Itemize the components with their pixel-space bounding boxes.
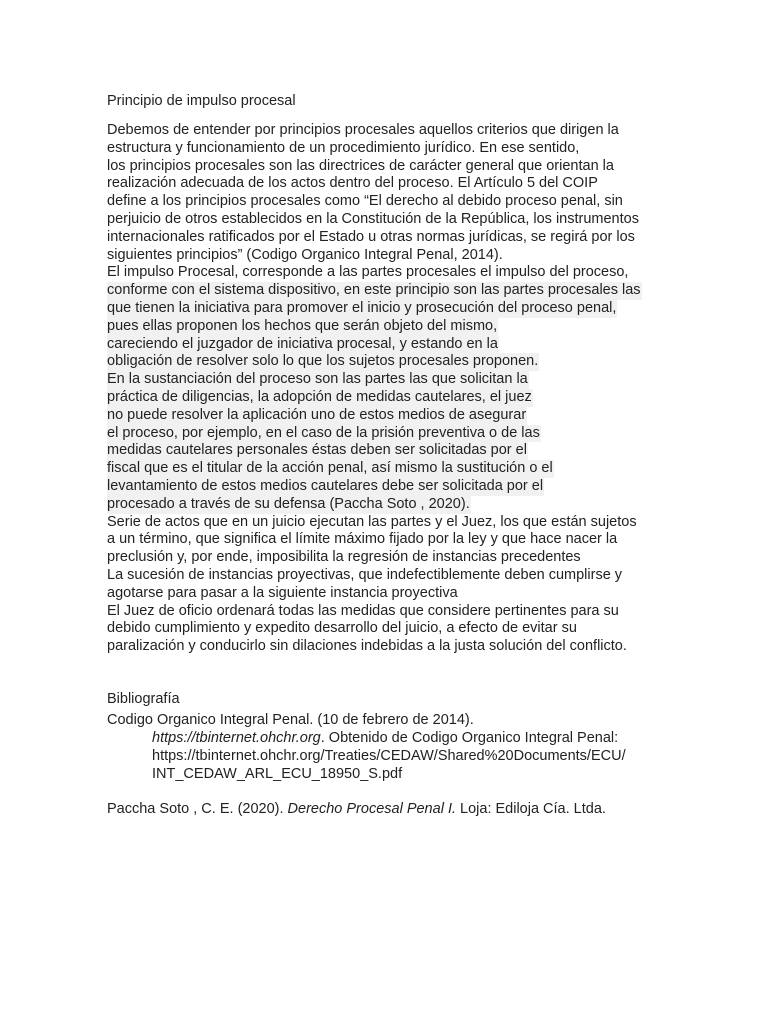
body-line-highlighted: obligación de resolver solo lo que los sujetos procesales proponen. <box>107 353 539 370</box>
body-line-highlighted: medidas cautelares personales éstas deben ser solicitadas por el <box>107 442 527 459</box>
body-line-highlighted: no puede resolver la aplicación uno de estos medios de asegurar <box>107 406 527 423</box>
body-line-highlighted: el proceso, por ejemplo, en el caso de la prisión preventiva o de las <box>107 424 540 441</box>
bibliography-heading: Bibliografía <box>107 691 180 707</box>
bibliography-entry <box>107 800 606 818</box>
body-line: preclusión y, por ende, imposibilita la regresión de instancias precedentes <box>107 549 581 566</box>
body-line: perjuicio de otros establecidos en la Constitución de la República, los instrumentos <box>107 210 639 227</box>
body-line: La sucesión de instancias proyectivas, que indefectiblemente deben cumplirse y <box>107 566 623 583</box>
section-title: Principio de impulso procesal <box>107 93 296 109</box>
bibliography-url-line[interactable]: INT_CEDAW_ARL_ECU_18950_S.pdf <box>152 766 403 782</box>
body-line-highlighted: levantamiento de estos medios cautelares debe ser solicitada por el <box>107 477 544 494</box>
bibliography-publisher: Loja: Ediloja Cía. Ltda. <box>456 801 606 817</box>
body-line: siguientes principios” (Codigo Organico Integral Penal, 2014). <box>107 246 503 263</box>
body-line-highlighted: fiscal que es el titular de la acción penal, así mismo la sustitución o el <box>107 460 553 477</box>
body-line: realización adecuada de los actos dentro del proceso. El Artículo 5 del COIP <box>107 175 598 192</box>
body-line: Debemos de entender por principios procesales aquellos criterios que dirigen la <box>107 122 619 138</box>
body-line: internacionales ratificados por el Estado u otras normas jurídicas, se regirá por los <box>107 228 635 245</box>
body-line: El Juez de oficio ordenará todas las medidas que considere pertinentes para su <box>107 602 619 619</box>
body-line-highlighted: careciendo el juzgador de iniciativa procesal, y estando en la <box>107 335 498 352</box>
body-line: define a los principios procesales como “El derecho al debido proceso penal, sin <box>107 193 623 210</box>
bibliography-entry <box>107 711 626 783</box>
body-line: agotarse para pasar a la siguiente instancia proyectiva <box>107 584 458 601</box>
bibliography-author: Paccha Soto , C. E. (2020). <box>107 801 288 817</box>
body-line: paralización y conducirlo sin dilaciones indebidas a la justa solución del conflicto. <box>107 638 627 655</box>
bibliography-url[interactable]: https://tbinternet.ohchr.org <box>152 730 321 746</box>
body-line-highlighted: práctica de diligencias, la adopción de medidas cautelares, el juez <box>107 388 532 405</box>
body-line: los principios procesales son las directrices de carácter general que orientan la <box>107 157 614 174</box>
body-line-highlighted: pues ellas proponen los hechos que serán objeto del mismo, <box>107 317 498 334</box>
body-line: El impulso Procesal, corresponde a las partes procesales el impulso del proceso, <box>107 264 629 281</box>
bibliography-book-title: Derecho Procesal Penal I. <box>287 801 456 817</box>
body-line: debido cumplimiento y expedito desarrollo del juicio, a efecto de evitar su <box>107 620 577 637</box>
body-line-highlighted: conforme con el sistema dispositivo, en este principio son las partes procesales las <box>107 282 641 299</box>
body-line: estructura y funcionamiento de un procedimiento jurídico. En ese sentido, <box>107 139 580 156</box>
body-line: a un término, que significa el límite máximo fijado por la ley y que hace nacer la <box>107 531 618 548</box>
bibliography-entry-line: Codigo Organico Integral Penal. (10 de febrero de 2014). <box>107 712 474 728</box>
bibliography-entry-line <box>107 729 626 747</box>
body-line: Serie de actos que en un juicio ejecutan las partes y el Juez, los que están sujetos <box>107 513 637 530</box>
body-text <box>107 122 642 656</box>
body-line-highlighted: En la sustanciación del proceso son las partes las que solicitan la <box>107 371 528 388</box>
bibliography-text: . Obtenido de Codigo Organico Integral Penal: <box>320 730 619 746</box>
bibliography-url-line[interactable]: https://tbinternet.ohchr.org/Treaties/CEDAW/Shared%20Documents/ECU/ <box>152 748 626 764</box>
body-line-highlighted: que tienen la iniciativa para promover el inicio y prosecución del proceso penal, <box>107 299 617 316</box>
body-line-highlighted: procesado a través de su defensa (Paccha Soto , 2020). <box>107 495 470 512</box>
